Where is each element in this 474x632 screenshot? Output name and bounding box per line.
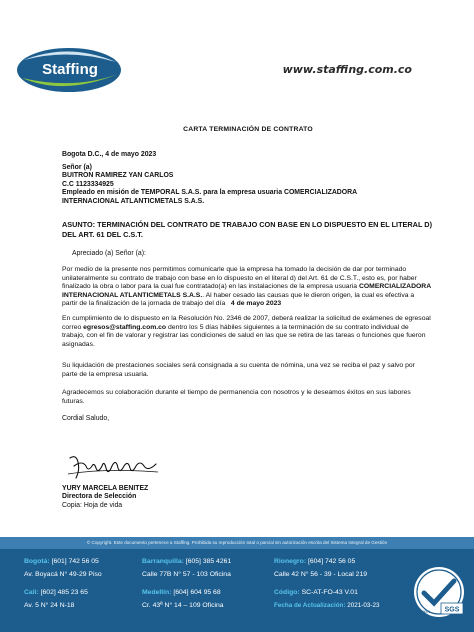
subject-line-2: DEL ART. 61 DEL C.S.T. <box>62 230 143 239</box>
p3-line-1: Su liquidación de prestaciones sociales será consignada a su cuenta de nómina, una vez se reciba el paz y salvo por <box>62 362 415 369</box>
paragraph-liquidation <box>62 362 438 379</box>
company-url: www.staffing.com.co <box>282 63 412 76</box>
subject <box>62 220 438 240</box>
employment-line-1: Empleado en misión de TEMPORAL S.A.S. para la empresa usuaria COMERCIALIZADORA <box>62 189 358 196</box>
cali-address: Av. 5 N° 24 N-18 <box>24 602 75 609</box>
medellin-address: Cr. 43ª N° 14 – 109 Oficina <box>142 602 224 609</box>
egresos-email-link[interactable]: egresos@staffing.com.co <box>83 323 167 331</box>
paragraph-thanks <box>62 389 438 406</box>
document-code-row: Código: SC-AT-FO-43 V.01 <box>274 589 358 596</box>
bogota-address: Av. Boyacá N° 49-29 Piso <box>24 571 102 578</box>
staffing-logo <box>14 44 134 96</box>
recipient-id: C.C 1123334925 <box>62 181 114 188</box>
signer-name: YURY MARCELA BENITEZ <box>62 485 149 492</box>
paragraph-termination <box>62 266 438 309</box>
rionegro-address: Calle 42 N° 56 - 39 - Local 219 <box>274 571 368 578</box>
employment-line-2: INTERNACIONAL ATLANTICMETALS S.A.S. <box>62 198 205 205</box>
p2-line-1: En cumplimiento de lo dispuesto en la Resolución No. 2346 de 2007, deberá realizar la solicitud de exámenes de egresoal <box>62 315 431 322</box>
update-date-row: Fecha de Actualización: 2021-03-23 <box>274 602 380 609</box>
letter-title: CARTA TERMINACIÓN DE CONTRATO <box>183 126 313 133</box>
signer-role: Directora de Selección <box>62 493 137 500</box>
paragraph-exams <box>62 315 438 349</box>
recipient-name: BUITRON RAMIREZ YAN CARLOS <box>62 172 174 179</box>
barranquilla-phone-row: Barranquilla: [605] 385 4261 <box>142 558 232 565</box>
subject-line-1: ASUNTO: TERMINACIÓN DEL CONTRATO DE TRABAJO CON BASE EN LO DISPUESTO EN EL LITERAL D) <box>62 220 433 229</box>
p3-line-2: parte de la empresa usuaria. <box>62 370 149 378</box>
p1-line-5: partir de la finalización de la jornada de trabajo del día 4 de mayo 2023 <box>62 300 282 308</box>
p4-line-2: futuras. <box>62 397 85 405</box>
sgs-certification-seal-icon <box>410 563 468 623</box>
iso-mark: ISO 9001 <box>415 610 431 614</box>
bogota-phone-row: Bogotá: [601] 742 56 05 <box>24 558 99 565</box>
closing: Cordial Saludo, <box>62 415 110 422</box>
barranquilla-address: Calle 77B N° 57 - 103 Oficina <box>142 571 231 578</box>
medellin-phone-row: Medellín: [604] 604 95 68 <box>142 589 221 596</box>
logo-text: Staffing <box>42 61 98 78</box>
salutation-recipient: Señor (a) <box>62 164 92 171</box>
handwritten-signature <box>66 452 162 482</box>
p2-line-2: correo egresos@staffing.com.co dentro los 5 días hábiles siguientes a la terminación de su contrato individual de <box>62 323 409 331</box>
cali-phone-row: Cali: [602] 485 23 65 <box>24 589 88 596</box>
copyright-band: © Copyright. Este documento pertenece a Staffing. Prohibida su reproducción total o parcial sin autorización escrita del Sistema Integral de Gestión <box>0 537 474 549</box>
p1-line-2: unilateralmente su contrato de trabajo con base en lo dispuesto en el literal d) del Art. 61 de C.S.T., esto es, por haber <box>62 274 417 282</box>
p1-line-4: INTERNACIONAL ATLANTICMETALS S.A.S.. Al haber cesado las causas que le dieron origen, la cual es efectiva a <box>62 291 415 299</box>
p4-line-1: Agradecemos su colaboración durante el tiempo de permanencia con nosotros y le deseamos éxitos en sus labores <box>62 389 411 396</box>
p1-line-3: finalizado la obra o labor para la cual fue contratado(a) en las instalaciones de la empresa usuaria COMERCIALIZADORA <box>62 283 432 291</box>
footer-contacts <box>0 549 474 632</box>
copy-note: Copia: Hoja de vida <box>62 502 123 509</box>
date-line: Bogota D.C., 4 de mayo 2023 <box>62 151 157 158</box>
greeting: Apreciado (a) Señor (a): <box>72 250 146 257</box>
sgs-mark: SGS <box>444 606 460 614</box>
p2-line-3: trabajo, con el fin de valorar y registrar las condiciones de salud en las que se retira de las tareas o funciones que fueron <box>62 332 426 340</box>
p2-line-4: asignadas. <box>62 340 95 348</box>
p1-line-1: Por medio de la presente nos permitimos comunicarle que la empresa ha tomado la decisión de dar por terminado <box>62 266 407 273</box>
rionegro-phone-row: Rionegro: [604] 742 56 05 <box>274 558 356 565</box>
